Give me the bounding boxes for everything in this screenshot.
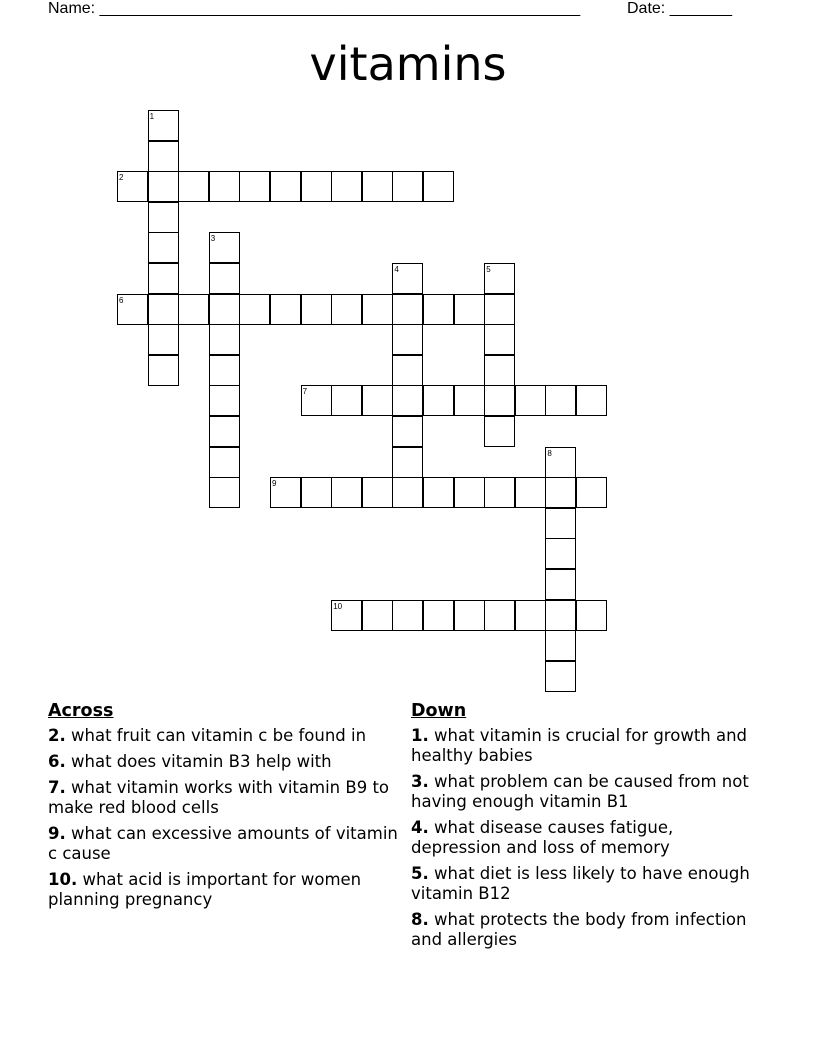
grid-cell[interactable]: [209, 171, 240, 202]
clue-number-label: 7: [302, 387, 308, 397]
clue-number-label: 10: [333, 601, 343, 611]
down-clues: [411, 700, 761, 956]
name-line: Name: ______________________________________________________: [48, 0, 581, 17]
clue-text: what diet is less likely to have enough vitamin B12: [411, 864, 750, 903]
grid-cell[interactable]: [301, 171, 332, 202]
grid-cell[interactable]: [545, 630, 576, 661]
down-clue: [411, 864, 761, 904]
grid-cell[interactable]: [239, 294, 270, 325]
across-clue: [48, 870, 398, 910]
grid-cell[interactable]: [545, 569, 576, 600]
grid-cell[interactable]: [484, 416, 515, 447]
clue-number: 1.: [411, 726, 429, 745]
across-heading: Across: [48, 701, 114, 721]
grid-cell[interactable]: [148, 294, 179, 325]
grid-cell[interactable]: [515, 385, 546, 416]
clue-number-label: 2: [119, 173, 124, 183]
grid-cell[interactable]: [454, 600, 485, 631]
grid-cell[interactable]: [148, 110, 179, 141]
grid-cell[interactable]: [392, 355, 423, 386]
grid-cell[interactable]: [392, 447, 423, 478]
grid-cell[interactable]: [515, 600, 546, 631]
clue-text: what vitamin is crucial for growth and healthy babies: [411, 726, 748, 765]
grid-cell[interactable]: [423, 600, 454, 631]
clue-number: 5.: [411, 864, 429, 883]
date-line: Date: _______: [627, 0, 732, 17]
grid-cell[interactable]: [362, 171, 393, 202]
across-clue: [48, 778, 398, 818]
grid-cell[interactable]: [392, 477, 423, 508]
down-heading: Down: [411, 701, 467, 721]
clue-text: what acid is important for women planning pregnancy: [48, 870, 362, 909]
grid-cell[interactable]: [148, 141, 179, 172]
grid-cell[interactable]: [117, 171, 148, 202]
grid-cell[interactable]: [148, 171, 179, 202]
grid-cell[interactable]: [362, 600, 393, 631]
grid-cell[interactable]: [331, 171, 362, 202]
grid-cell[interactable]: [239, 171, 270, 202]
grid-cell[interactable]: [209, 263, 240, 294]
clue-text: what disease causes fatigue, depression and loss of memory: [411, 818, 674, 857]
grid-cell[interactable]: [423, 477, 454, 508]
grid-cell[interactable]: [454, 385, 485, 416]
grid-cell[interactable]: [484, 477, 515, 508]
clue-number-label: 3: [210, 234, 216, 244]
down-clue: [411, 910, 761, 950]
grid-cell[interactable]: [484, 355, 515, 386]
grid-cell[interactable]: [301, 294, 332, 325]
grid-cell[interactable]: [362, 477, 393, 508]
grid-cell[interactable]: [484, 294, 515, 325]
clue-number: 8.: [411, 910, 429, 929]
down-clue: [411, 726, 761, 766]
clue-number-label: 5: [486, 265, 491, 274]
grid-cell[interactable]: [545, 508, 576, 539]
grid-cell[interactable]: [331, 477, 362, 508]
clue-number: 9.: [48, 824, 66, 843]
grid-cell[interactable]: [209, 324, 240, 355]
grid-cell[interactable]: [423, 385, 454, 416]
clue-number: 4.: [411, 818, 429, 837]
clue-number-label: 1: [149, 112, 155, 121]
grid-cell[interactable]: [576, 477, 607, 508]
clue-text: what fruit can vitamin c be found in: [71, 726, 367, 745]
across-clues: [48, 700, 398, 916]
grid-cell[interactable]: [545, 600, 576, 631]
grid-cell[interactable]: [392, 171, 423, 202]
grid-cell[interactable]: [423, 171, 454, 202]
clue-number: 6.: [48, 752, 66, 771]
grid-cell[interactable]: [209, 477, 240, 508]
page-title: vitamins: [309, 37, 507, 91]
clue-text: what protects the body from infection and allergies: [411, 910, 747, 949]
grid-cell[interactable]: [484, 324, 515, 355]
grid-cell[interactable]: [484, 600, 515, 631]
grid-cell[interactable]: [148, 324, 179, 355]
across-clue: [48, 752, 398, 772]
clue-text: what can excessive amounts of vitamin c cause: [48, 824, 398, 863]
grid-cell[interactable]: [545, 385, 576, 416]
grid-cell[interactable]: [392, 600, 423, 631]
clue-text: what does vitamin B3 help with: [71, 752, 332, 771]
grid-cell[interactable]: [209, 416, 240, 447]
grid-cell[interactable]: [454, 477, 485, 508]
clue-number-label: 6: [119, 295, 124, 305]
clue-number-label: 9: [272, 479, 277, 489]
grid-cell[interactable]: [392, 263, 423, 294]
grid-cell[interactable]: [392, 294, 423, 325]
grid-cell[interactable]: [148, 355, 179, 386]
grid-cell[interactable]: [331, 600, 362, 631]
grid-cell[interactable]: [545, 661, 576, 692]
grid-cell[interactable]: [270, 171, 301, 202]
grid-cell[interactable]: [576, 600, 607, 631]
clue-number-label: 8: [547, 448, 552, 458]
grid-cell[interactable]: [576, 385, 607, 416]
clue-text: what vitamin works with vitamin B9 to make red blood cells: [48, 778, 390, 817]
grid-cell[interactable]: [301, 385, 332, 416]
grid-cell[interactable]: [484, 385, 515, 416]
grid-cell[interactable]: [178, 294, 209, 325]
grid-cell[interactable]: [178, 171, 209, 202]
grid-cell[interactable]: [148, 232, 179, 263]
grid-cell[interactable]: [209, 232, 240, 263]
grid-cell[interactable]: [392, 416, 423, 447]
grid-cell[interactable]: [515, 477, 546, 508]
grid-cell[interactable]: [270, 477, 301, 508]
grid-cell[interactable]: [301, 477, 332, 508]
grid-cell[interactable]: [545, 538, 576, 569]
grid-cell[interactable]: [392, 324, 423, 355]
grid-cell[interactable]: [148, 202, 179, 233]
grid-cell[interactable]: [484, 263, 515, 294]
grid-cell[interactable]: [270, 294, 301, 325]
grid-cell[interactable]: [117, 294, 148, 325]
grid-cell[interactable]: [362, 294, 393, 325]
grid-cell[interactable]: [545, 447, 576, 478]
clue-text: what problem can be caused from not having enough vitamin B1: [411, 772, 749, 811]
grid-cell[interactable]: [392, 385, 423, 416]
grid-cell[interactable]: [209, 294, 240, 325]
clue-number: 10.: [48, 870, 78, 889]
grid-cell[interactable]: [209, 385, 240, 416]
across-clue: [48, 726, 398, 746]
grid-cell[interactable]: [423, 294, 454, 325]
clue-number: 3.: [411, 772, 429, 791]
grid-cell[interactable]: [331, 385, 362, 416]
clue-number: 7.: [48, 778, 66, 797]
grid-cell[interactable]: [331, 294, 362, 325]
clue-number: 2.: [48, 726, 66, 745]
grid-cell[interactable]: [209, 355, 240, 386]
down-clue: [411, 772, 761, 812]
grid-cell[interactable]: [148, 263, 179, 294]
grid-cell[interactable]: [362, 385, 393, 416]
across-clue: [48, 824, 398, 864]
grid-cell[interactable]: [545, 477, 576, 508]
grid-cell[interactable]: [209, 447, 240, 478]
clue-number-label: 4: [394, 265, 399, 274]
grid-cell[interactable]: [454, 294, 485, 325]
down-clue: [411, 818, 761, 858]
